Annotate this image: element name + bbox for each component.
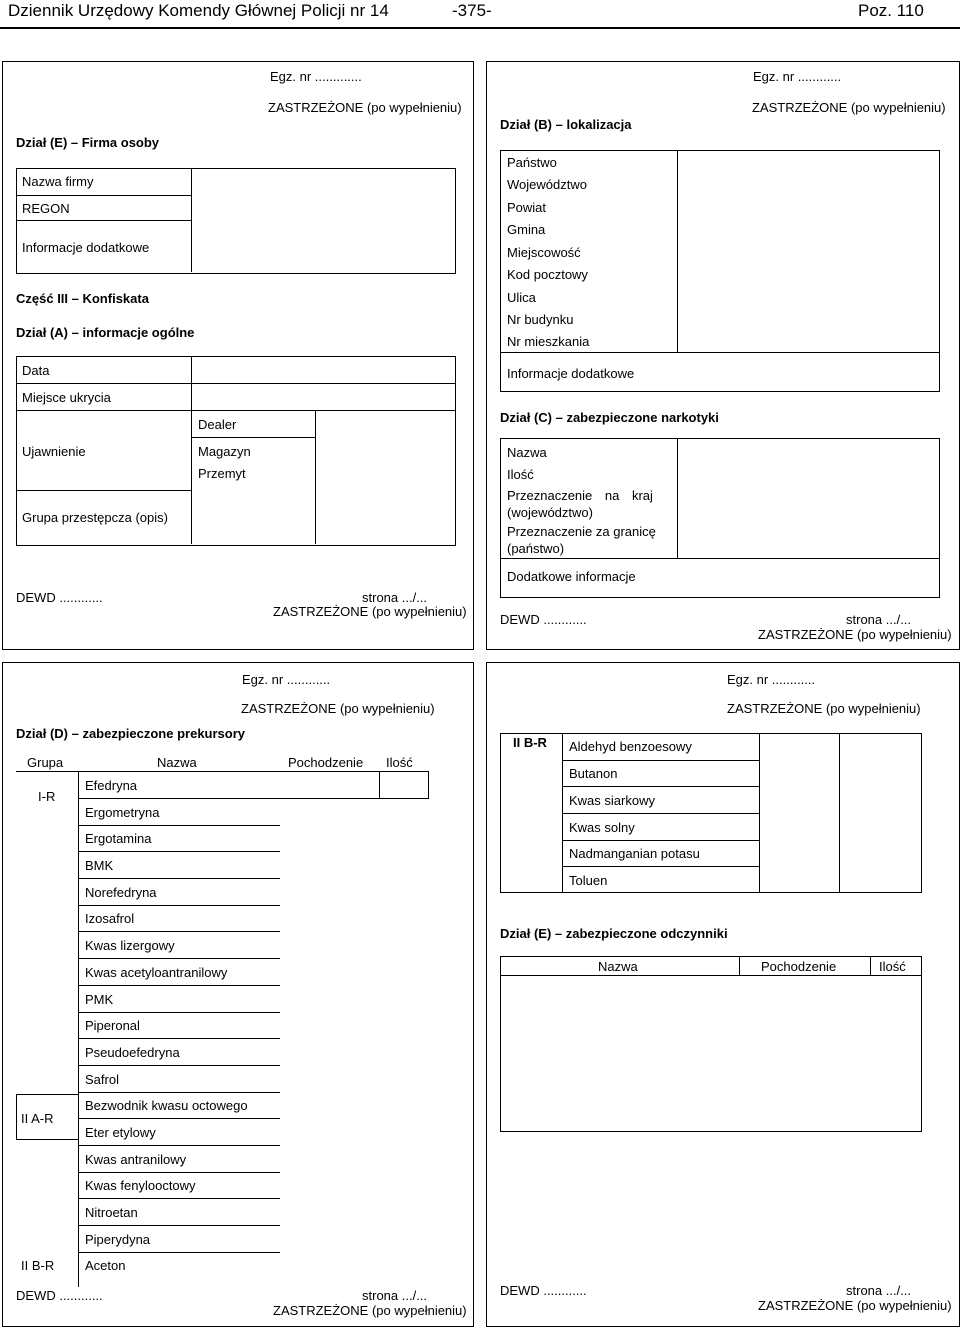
label-name: Nazwa xyxy=(507,445,547,460)
label-apartment-no: Nr mieszkania xyxy=(507,334,590,349)
dewd-label: DEWD ............ xyxy=(16,590,103,605)
precursor-item: BMK xyxy=(85,858,114,873)
precursor-item: Kwas lizergowy xyxy=(85,938,175,953)
col-quantity: Ilość xyxy=(879,959,906,974)
section-e-reagents-title: Dział (E) – zabezpieczone odczynniki xyxy=(500,926,728,941)
restricted-footer: ZASTRZEŻONE (po wypełnieniu) xyxy=(758,627,952,642)
precursor-item: Ergotamina xyxy=(85,831,152,846)
restricted-footer: ZASTRZEŻONE (po wypełnieniu) xyxy=(758,1298,952,1313)
label-postal-code: Kod pocztowy xyxy=(507,267,588,282)
firm-fill-area[interactable] xyxy=(200,174,446,266)
col-group: Grupa xyxy=(27,755,64,770)
precursor-item: Safrol xyxy=(85,1072,119,1087)
page-of-label: strona .../... xyxy=(846,1283,912,1298)
precursor-item: Piperydyna xyxy=(85,1232,151,1247)
precursor-item: Toluen xyxy=(569,873,608,888)
label-disclosure: Ujawnienie xyxy=(22,444,86,459)
label-destination-abroad: Przeznaczenie za granicę xyxy=(507,524,656,539)
col-origin: Pochodzenie xyxy=(288,755,364,770)
label-voivodeship: Województwo xyxy=(507,177,587,192)
precursor-item: Kwas fenylooctowy xyxy=(85,1178,196,1193)
precursor-item: Nitroetan xyxy=(85,1205,138,1220)
label-building-no: Nr budynku xyxy=(507,312,574,327)
section-c-title: Dział (C) – zabezpieczone narkotyki xyxy=(500,410,719,425)
group-ii-a-r: II A-R xyxy=(21,1111,54,1126)
precursor-item: Piperonal xyxy=(85,1018,140,1033)
group-ii-b-r: II B-R xyxy=(21,1258,55,1273)
group-ii-b-r: II B-R xyxy=(513,735,547,750)
restricted-footer: ZASTRZEŻONE (po wypełnieniu) xyxy=(273,604,467,619)
egz-label: Egz. nr ............ xyxy=(753,69,842,84)
label-destination-domestic: Przeznaczenie na kraj xyxy=(507,488,653,503)
precursor-item: Nadmanganian potasu xyxy=(569,846,700,861)
precursor-item: Aceton xyxy=(85,1258,126,1273)
label-date: Data xyxy=(22,363,50,378)
label-locality: Miejscowość xyxy=(507,245,581,260)
restricted-label: ZASTRZEŻONE (po wypełnieniu) xyxy=(727,701,921,716)
restricted-label: ZASTRZEŻONE (po wypełnieniu) xyxy=(268,100,462,115)
label-country: Państwo xyxy=(507,155,557,170)
label-additional-info: Informacje dodatkowe xyxy=(22,240,150,255)
section-a-title: Dział (A) – informacje ogólne xyxy=(16,325,195,340)
precursor-item: Kwas antranilowy xyxy=(85,1152,187,1167)
part3-title: Część III – Konfiskata xyxy=(16,291,149,306)
label-destination-abroad-sub: (państwo) xyxy=(507,541,565,556)
label-firm-name: Nazwa firmy xyxy=(22,174,94,189)
label-additional-info: Informacje dodatkowe xyxy=(507,366,635,381)
restricted-footer: ZASTRZEŻONE (po wypełnieniu) xyxy=(273,1303,467,1318)
precursor-item: Izosafrol xyxy=(85,911,135,926)
journal-title: Dziennik Urzędowy Komendy Głównej Policji nr 14 xyxy=(8,1,389,20)
col-name: Nazwa xyxy=(598,959,638,974)
restricted-label: ZASTRZEŻONE (po wypełnieniu) xyxy=(241,701,435,716)
section-d-title: Dział (D) – zabezpieczone prekursory xyxy=(16,726,246,741)
location-fill-area[interactable] xyxy=(684,156,930,346)
page-number: -375- xyxy=(452,1,492,20)
label-warehouse: Magazyn xyxy=(198,444,251,459)
col-name: Nazwa xyxy=(157,755,197,770)
restricted-label: ZASTRZEŻONE (po wypełnieniu) xyxy=(752,100,946,115)
page-of-label: strona .../... xyxy=(846,612,912,627)
col-quantity: Ilość xyxy=(386,755,413,770)
reagents-fill-area[interactable] xyxy=(506,982,914,1124)
label-street: Ulica xyxy=(507,290,536,305)
egz-label: Egz. nr ............ xyxy=(242,672,331,687)
label-destination-domestic-sub: (województwo) xyxy=(507,505,593,520)
precursor-item: Kwas solny xyxy=(569,820,635,835)
position-number: Poz. 110 xyxy=(858,1,924,20)
page-of-label: strona .../... xyxy=(362,1288,428,1303)
dewd-label: DEWD ............ xyxy=(500,612,587,627)
label-criminal-group: Grupa przestępcza (opis) xyxy=(22,510,168,525)
label-additional-information: Dodatkowe informacje xyxy=(507,569,636,584)
label-hiding-place: Miejsce ukrycia xyxy=(22,390,111,405)
precursor-item: Kwas siarkowy xyxy=(569,793,655,808)
dewd-label: DEWD ............ xyxy=(500,1283,587,1298)
precursor-item: Kwas acetyloantranilowy xyxy=(85,965,228,980)
dewd-label: DEWD ............ xyxy=(16,1288,103,1303)
header-rule xyxy=(0,27,960,29)
precursor-item: Aldehyd benzoesowy xyxy=(569,739,692,754)
label-smuggling: Przemyt xyxy=(198,466,246,481)
precursor-item: Efedryna xyxy=(85,778,138,793)
col-origin: Pochodzenie xyxy=(761,959,837,974)
egz-label: Egz. nr ............ xyxy=(727,672,816,687)
page-of-label: strona .../... xyxy=(362,590,428,605)
section-e-firm-title: Dział (E) – Firma osoby xyxy=(16,135,160,150)
precursor-item: Bezwodnik kwasu octowego xyxy=(85,1098,248,1113)
precursor-item: Butanon xyxy=(569,766,618,781)
precursor-item: Pseudoefedryna xyxy=(85,1045,180,1060)
label-county: Powiat xyxy=(507,200,547,215)
precursor-item: Eter etylowy xyxy=(85,1125,156,1140)
label-regon: REGON xyxy=(22,201,70,216)
group-i-r: I-R xyxy=(38,789,56,804)
egz-label: Egz. nr ............. xyxy=(270,69,362,84)
section-b-title: Dział (B) – lokalizacja xyxy=(500,117,632,132)
precursor-item: Ergometryna xyxy=(85,805,160,820)
precursor-item: PMK xyxy=(85,992,114,1007)
label-municipality: Gmina xyxy=(507,222,546,237)
precursor-item: Norefedryna xyxy=(85,885,157,900)
drugs-fill-area[interactable] xyxy=(684,444,930,552)
label-quantity: Ilość xyxy=(507,467,534,482)
label-dealer: Dealer xyxy=(198,417,237,432)
